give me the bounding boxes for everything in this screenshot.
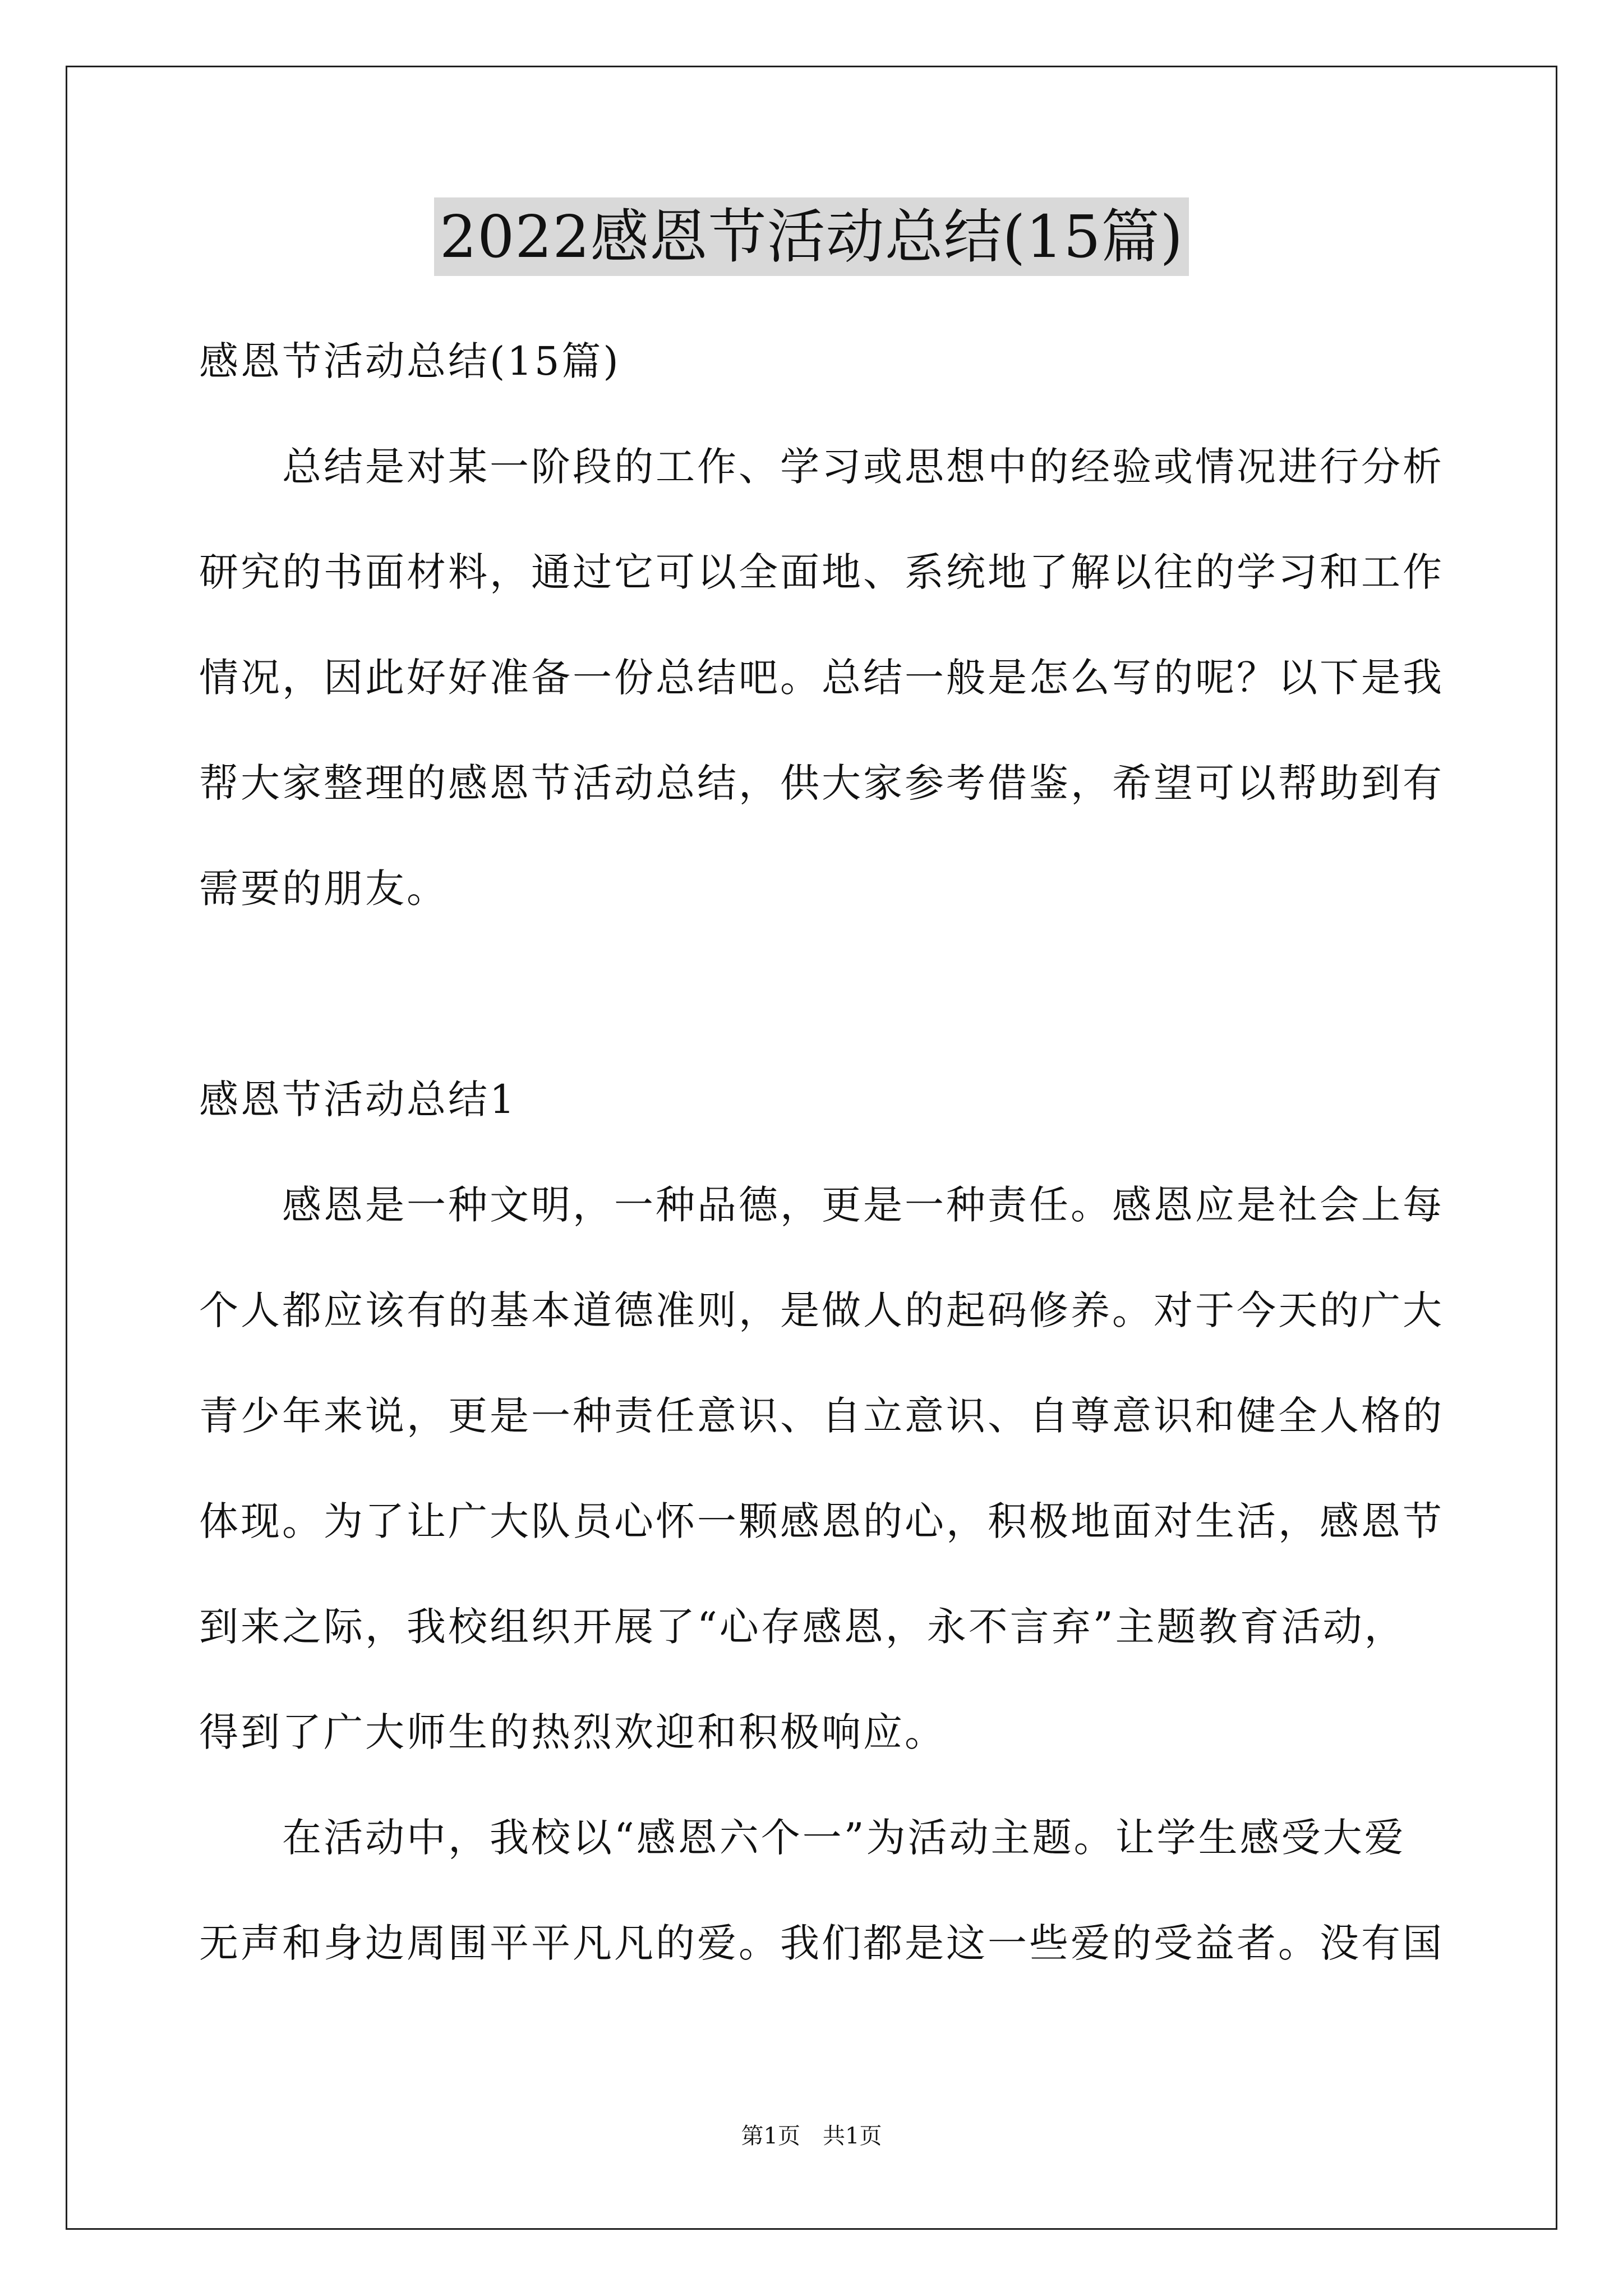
paragraph-line: 感恩是一种文明，一种品德，更是一种责任。感恩应是社会上每 (282, 1182, 1444, 1228)
document-body (199, 309, 1444, 1996)
paragraph-line: 需要的朋友。 (199, 866, 448, 912)
paragraph-line: 个人都应该有的基本道德准则，是做人的起码修养。对于今天的广大 (199, 1287, 1444, 1333)
paragraph-line: 无声和身边周围平平凡凡的爱。我们都是这一些爱的受益者。没有国 (199, 1920, 1444, 1966)
intro-paragraph (199, 414, 1444, 941)
paragraph-line: 青少年来说，更是一种责任意识、自立意识、自尊意识和健全人格的 (199, 1393, 1444, 1439)
page-number: 第1页 共1页 (741, 2123, 882, 2149)
paragraph-line: 到来之际，我校组织开展了“心存感恩，永不言弃”主题教育活动， (199, 1604, 1406, 1650)
title-container (0, 197, 1623, 276)
paragraph-line: 在活动中，我校以“感恩六个一”为活动主题。让学生感受大爱 (282, 1815, 1406, 1861)
paragraph-1 (199, 1152, 1444, 1785)
paragraph-line: 得到了广大师生的热烈欢迎和积极响应。 (199, 1709, 946, 1755)
paragraph-line: 情况，因此好好准备一份总结吧。总结一般是怎么写的呢？以下是我 (199, 655, 1444, 701)
paragraph-line: 体现。为了让广大队员心怀一颗感恩的心，积极地面对生活，感恩节 (199, 1498, 1444, 1544)
subtitle: 感恩节活动总结(15篇) (199, 338, 621, 384)
paragraph-2 (199, 1785, 1444, 1996)
blank-line (199, 941, 1433, 1047)
document-title: 2022感恩节活动总结(15篇) (434, 197, 1189, 276)
section-heading: 感恩节活动总结1 (199, 1076, 517, 1122)
paragraph-line: 研究的书面材料，通过它可以全面地、系统地了解以往的学习和工作 (199, 549, 1444, 595)
paragraph-line: 帮大家整理的感恩节活动总结，供大家参考借鉴，希望可以帮助到有 (199, 760, 1444, 806)
paragraph-line: 总结是对某一阶段的工作、学习或思想中的经验或情况进行分析 (282, 444, 1444, 490)
page-footer (0, 2119, 1623, 2153)
